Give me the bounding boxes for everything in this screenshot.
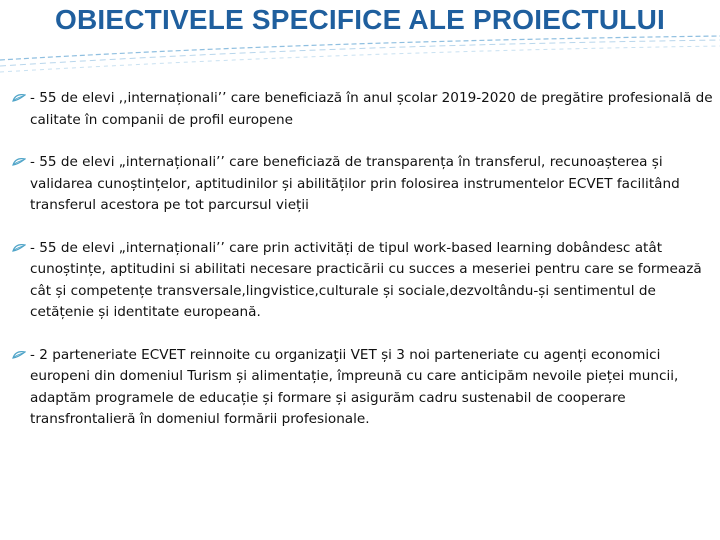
leaf-bullet-icon <box>12 350 26 360</box>
list-item-text: - 55 de elevi ,,internaționali’’ care beneficiază în anul școlar 2019-2020 de pregătire profesională de calitate în companii de profil europene <box>30 90 713 128</box>
decorative-swoosh <box>0 30 720 80</box>
list-item <box>12 88 714 131</box>
leaf-bullet-icon <box>12 157 26 167</box>
list-item <box>12 152 714 217</box>
leaf-bullet-icon <box>12 243 26 253</box>
list-item <box>12 238 714 324</box>
slide-title: OBIECTIVELE SPECIFICE ALE PROIECTULUI <box>55 4 665 35</box>
list-item-text: - 55 de elevi „internaționali’’ care prin activități de tipul work-based learning dobândesc atât cunoștințe, aptitudini si abilitati necesare practicării cu succes a meseriei pentru care se formează cât și competențe transversale,lingvistice,culturale și sociale,dezvoltându-și sentimentul de cetățenie și identitate europeană. <box>30 239 702 320</box>
list-item-text: - 2 parteneriate ECVET reinnoite cu organizaţii VET și 3 noi parteneriate cu agenți economici europeni din domeniul Turism și alimentație, împreună cu care anticipăm nevoile pieței muncii, adaptăm programele de educație și formare și asigurăm cadru sustenabil de cooperare transfrontalieră în domeniul formării profesionale. <box>30 346 679 427</box>
list-item <box>12 345 714 431</box>
leaf-bullet-icon <box>12 93 26 103</box>
bullet-list <box>12 88 714 452</box>
list-item-text: - 55 de elevi „internaționali’’ care beneficiază de transparența în transferul, recunoașterea și validarea cunoștințelor, aptitudinilor și abilităților prin folosirea instrumentelor ECVET facilitând transferul acestora pe tot parcursul vieții <box>30 154 680 213</box>
